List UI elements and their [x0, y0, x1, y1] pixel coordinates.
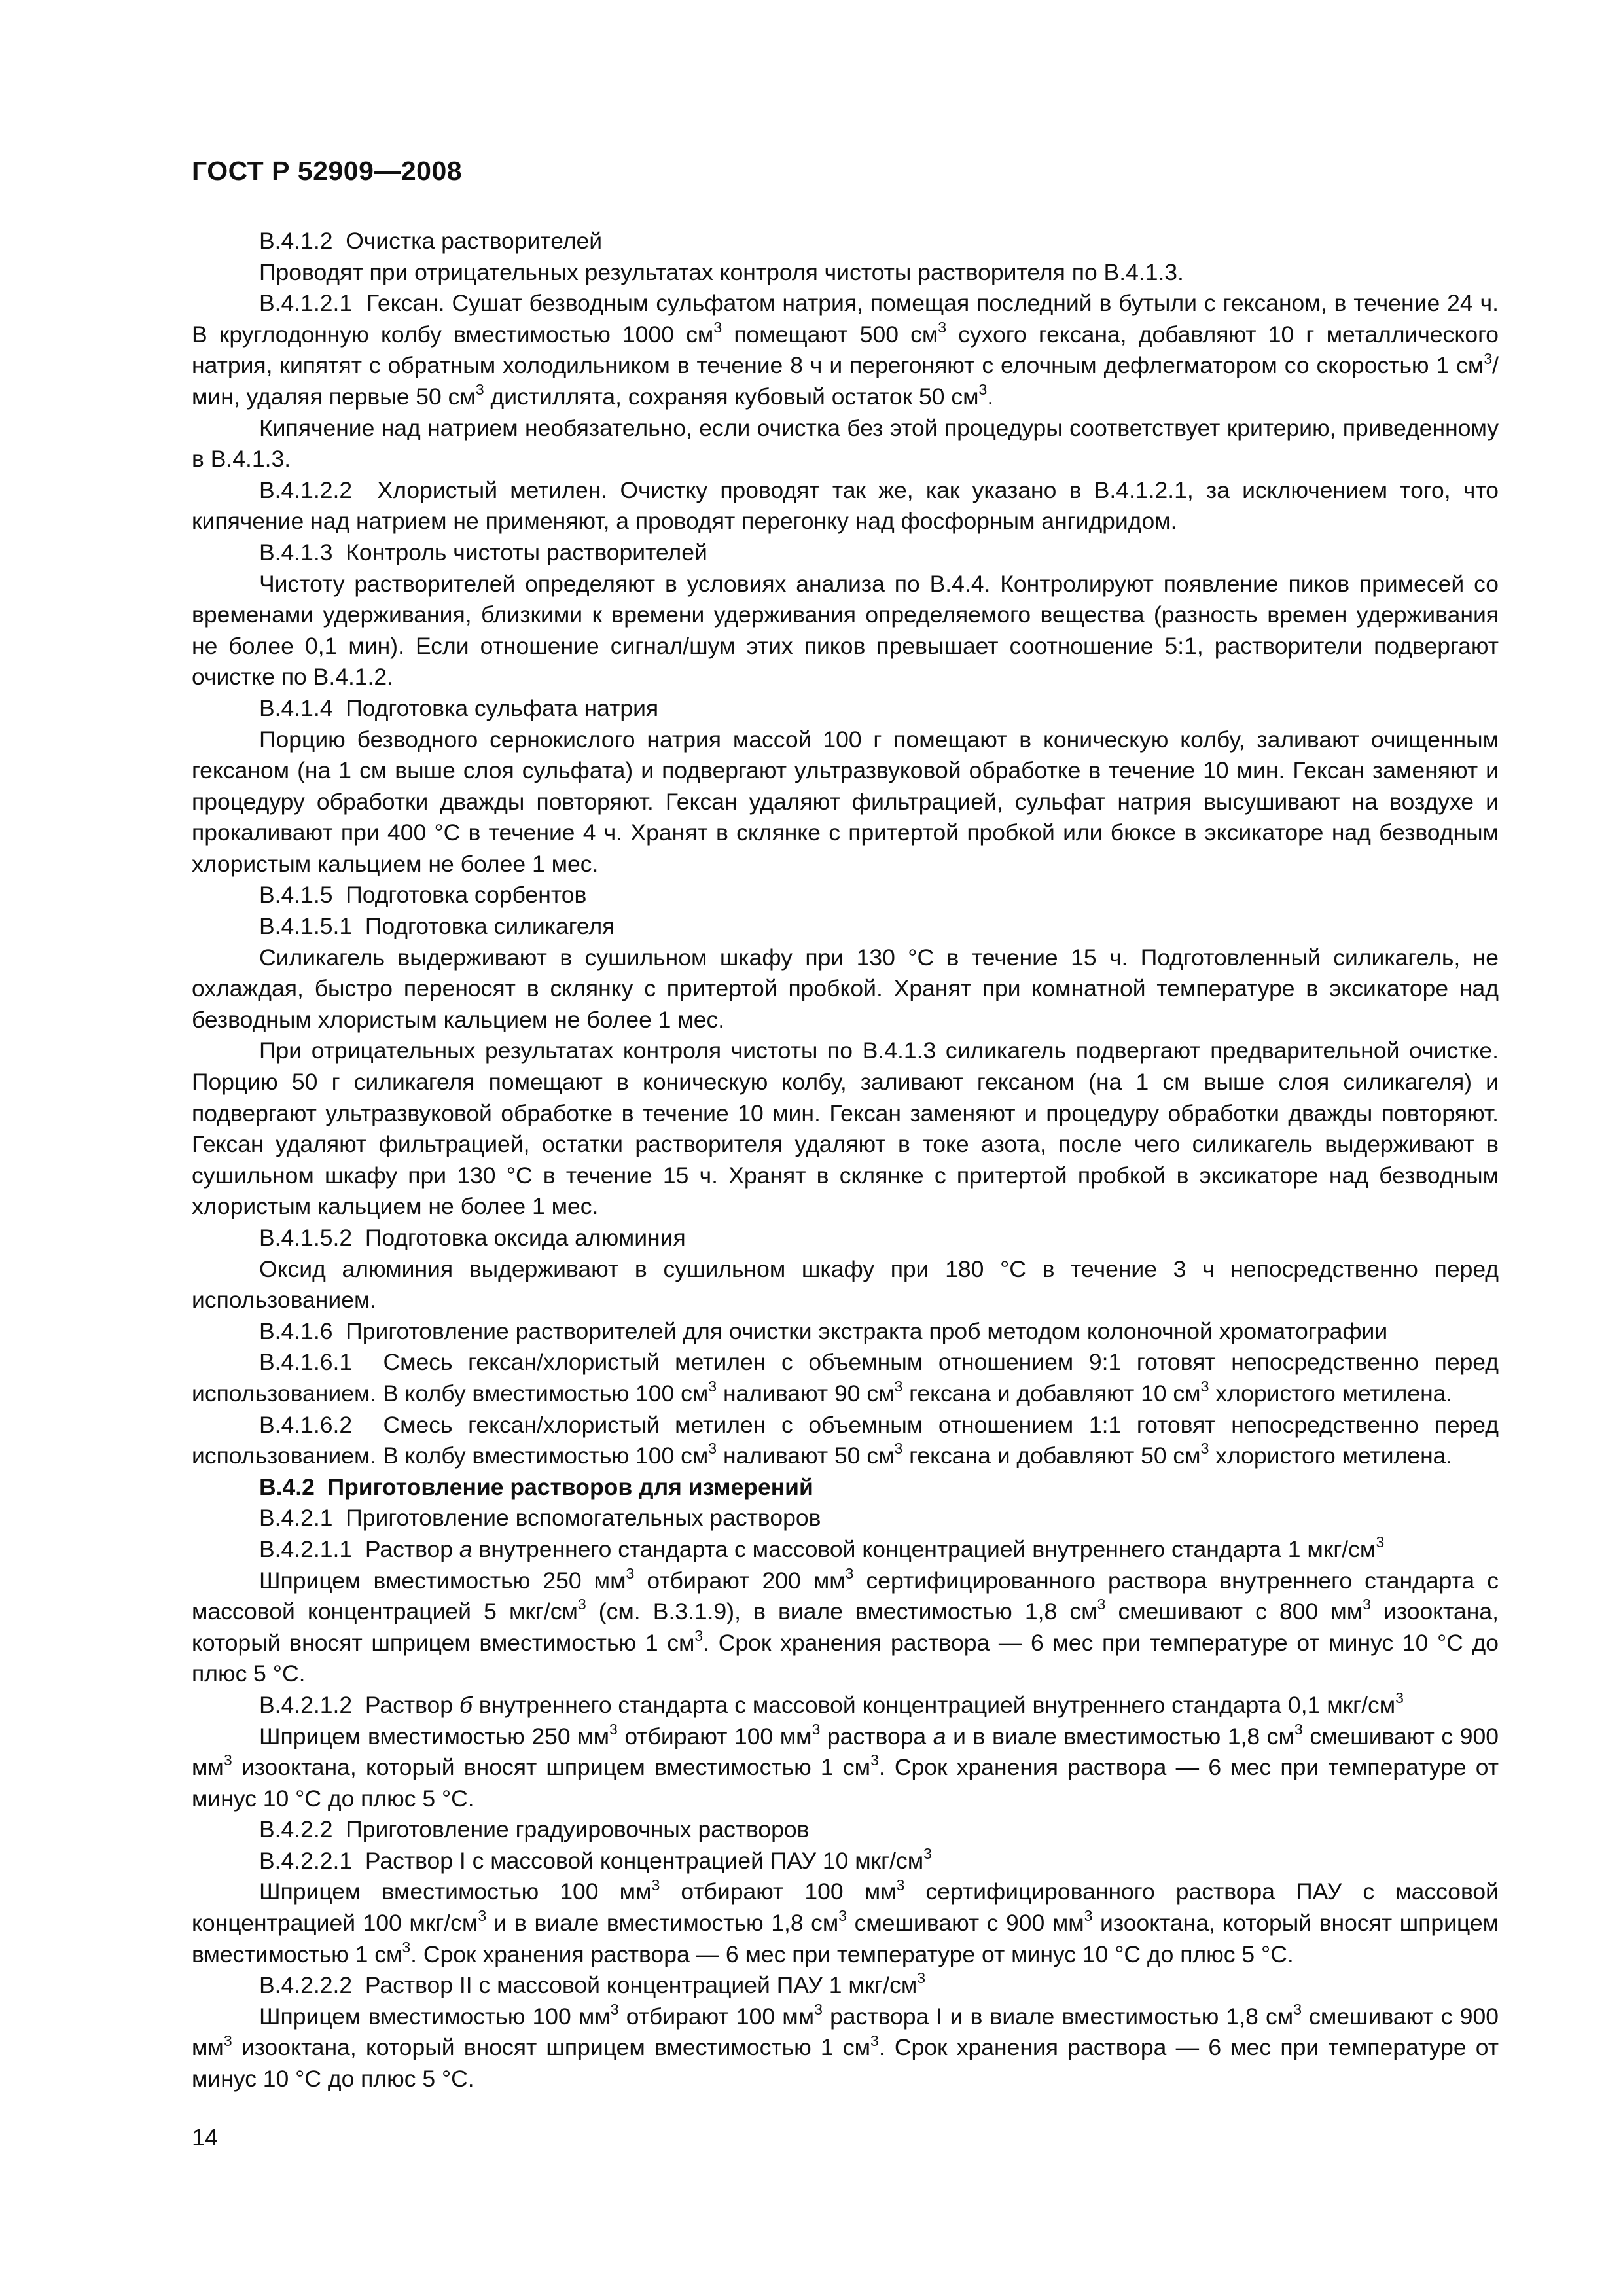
subsection-heading: В.4.1.3 Контроль чистоты растворителей — [259, 539, 707, 565]
paragraph: Шприцем вместимостью 100 $мм^3$ отбирают 100 $мм^3$ раствора I и в виале вместимостью 1,8 $см^3$ смешивают с 900 $мм^3$ изооктана, который вносят шприцем вместимостью 1 $см^3$. Срок хранения раствора — 6 мес при температуре от минус 10 °С до плюс 5 °С. — [192, 2001, 1499, 2092]
subsection-heading: В.4.2.1 Приготовление вспомогательных растворов — [259, 1505, 821, 1532]
paragraph: Порцию безводного сернокислого натрия массой 100 г помещают в коническую колбу, заливают очищенным гексаном (на 1 см выше слоя сульфата) и подвергают ультразвуковой обработке в течение 10 мин. Гексан заменяют и процедуру обработки дважды повторяют. Гексан удаляют фильтрацией, сульфат натрия высушивают на воздухе и прокаливают при 400 °С в течение 4 ч. Хранят в склянке с притертой пробкой или бюксе в эксикаторе над безводным хлористым кальцием не более 1 мес. — [192, 726, 1499, 877]
document-body — [192, 226, 1499, 2095]
paragraph: В.4.1.6.1 Смесь гексан/хлористый метилен с объемным отношением 9:1 готовят непосредственно перед использованием. В колбу вместимостью 100 $см^3$ наливают 90 $см^3$ гексана и добавляют 10 $см^3$ хлористого метилена. — [192, 1349, 1499, 1407]
subsection-heading: В.4.2.2.2 Раствор II с массовой концентрацией ПАУ 1 мкг/$см^3$ — [259, 1969, 926, 1999]
paragraph: Чистоту растворителей определяют в условиях анализа по В.4.4. Контролируют появление пиков примесей со временами удерживания, близкими к времени удерживания определяемого вещества (разность времен удерживания не более 0,1 мин). Если отношение сигнал/шум этих пиков превышает соотношение 5:1, растворители подвергают очистке по В.4.1.2. — [192, 570, 1499, 691]
subsection-heading: В.4.1.5.1 Подготовка силикагеля — [259, 913, 615, 940]
paragraph: При отрицательных результатах контроля чистоты по В.4.1.3 силикагель подвергают предварительной очистке. Порцию 50 г силикагеля помещают в коническую колбу, заливают гексаном (на 1 см выше слоя силикагеля) и подвергают ультразвуковой обработке в течение 10 мин. Гексан заменяют и процедуру обработки дважды повторяют. Гексан удаляют фильтрацией, остатки растворителя удаляют в токе азота, после чего силикагель выдерживают в сушильном шкафу при 130 °С в течение 15 ч. Хранят в склянке с притертой пробкой в эксикаторе над безводным хлористым кальцием не более 1 мес. — [192, 1037, 1499, 1220]
subsection-heading: В.4.1.2 Очистка растворителей — [259, 228, 603, 254]
subsection-heading: Проводят при отрицательных результатах контроля чистоты растворителя по В.4.1.3. — [259, 259, 1184, 285]
section-heading: В.4.2 Приготовление растворов для измерений — [259, 1473, 813, 1500]
paragraph: Оксид алюминия выдерживают в сушильном шкафу при 180 °С в течение 3 ч непосредственно перед использованием. — [192, 1255, 1499, 1314]
page-number: 14 — [192, 2124, 219, 2151]
subsection-heading: В.4.1.4 Подготовка сульфата натрия — [259, 694, 659, 721]
subsection-heading: В.4.2.2 Приготовление градуировочных растворов — [259, 1816, 810, 1843]
subsection-heading: В.4.1.5 Подготовка сорбентов — [259, 882, 587, 908]
paragraph: Шприцем вместимостью 100 $мм^3$ отбирают 100 $мм^3$ сертифицированного раствора ПАУ с массовой концентрацией 100 мкг/$см^3$ и в виале вместимостью 1,8 $см^3$ смешивают с 900 $мм^3$ изооктана, который вносят шприцем вместимостью 1 $см^3$. Срок хранения раствора — 6 мес при температуре от минус 10 °С до плюс 5 °С. — [192, 1876, 1499, 1967]
subsection-heading: В.4.2.1.1 Раствор а внутреннего стандарта с массовой концентрацией внутреннего стандарта 1 мкг/$см^3$ — [259, 1534, 1385, 1562]
subsection-heading: В.4.2.1.2 Раствор б внутреннего стандарта с массовой концентрацией внутреннего стандарта 0,1 мкг/$см^3$ — [259, 1689, 1404, 1718]
paragraph: Силикагель выдерживают в сушильном шкафу при 130 °С в течение 15 ч. Подготовленный силикагель, не охлаждая, быстро переносят в склянку с притертой пробкой. Хранят при комнатной температуре в эксикаторе над безводным хлористым кальцием не более 1 мес. — [192, 944, 1499, 1033]
paragraph: Шприцем вместимостью 250 $мм^3$ отбирают 200 $мм^3$ сертифицированного раствора внутреннего стандарта с массовой концентрацией 5 мкг/$см^3$ (см. В.3.1.9), в виале вместимостью 1,8 $см^3$ смешивают с 800 $мм^3$ изооктана, который вносят шприцем вместимостью 1 $см^3$. Срок хранения раствора — 6 мес при температуре от минус 10 °С до плюс 5 °С. — [192, 1564, 1499, 1687]
paragraph: В.4.1.2.1 Гексан. Сушат безводным сульфатом натрия, помещая последний в бутыли с гексаном, в течение 24 ч. В круглодонную колбу вместимостью 1000 $см^3$ помещают 500 $см^3$ сухого гексана, добавляют 10 г металлического натрия, кипятят с обратным холодильником в течение 8 ч и перегоняют с елочным дефлегматором со скоростью 1 $см^3$/мин, удаляя первые 50 $см^3$ дистиллята, сохраняя кубовый остаток 50 $см^3$. — [192, 290, 1499, 410]
paragraph: Кипячение над натрием необязательно, если очистка без этой процедуры соответствует критерию, приведенному в В.4.1.3. — [192, 414, 1499, 473]
document-header: ГОСТ Р 52909—2008 — [192, 156, 463, 186]
paragraph: В.4.1.2.2 Хлористый метилен. Очистку проводят так же, как указано в В.4.1.2.1, за исключением того, что кипячение над натрием не применяют, а проводят перегонку над фосфорным ангидридом. — [192, 476, 1499, 535]
paragraph: Шприцем вместимостью 250 $мм^3$ отбирают 100 $мм^3$ раствора а и в виале вместимостью 1,8 $см^3$ смешивают с 900 $мм^3$ изооктана, который вносят шприцем вместимостью 1 $см^3$. Срок хранения раствора — 6 мес при температуре от минус 10 °С до плюс 5 °С. — [192, 1720, 1499, 1812]
subsection-heading: В.4.1.5.2 Подготовка оксида алюминия — [259, 1225, 686, 1251]
subsection-heading: В.4.1.6 Приготовление растворителей для очистки экстракта проб методом колоночной хроматографии — [259, 1318, 1388, 1344]
paragraph: В.4.1.6.2 Смесь гексан/хлористый метилен с объемным отношением 1:1 готовят непосредственно перед использованием. В колбу вместимостью 100 $см^3$ наливают 50 $см^3$ гексана и добавляют 50 $см^3$ хлористого метилена. — [192, 1411, 1499, 1469]
subsection-heading: В.4.2.2.1 Раствор I с массовой концентрацией ПАУ 10 мкг/$см^3$ — [259, 1845, 932, 1874]
